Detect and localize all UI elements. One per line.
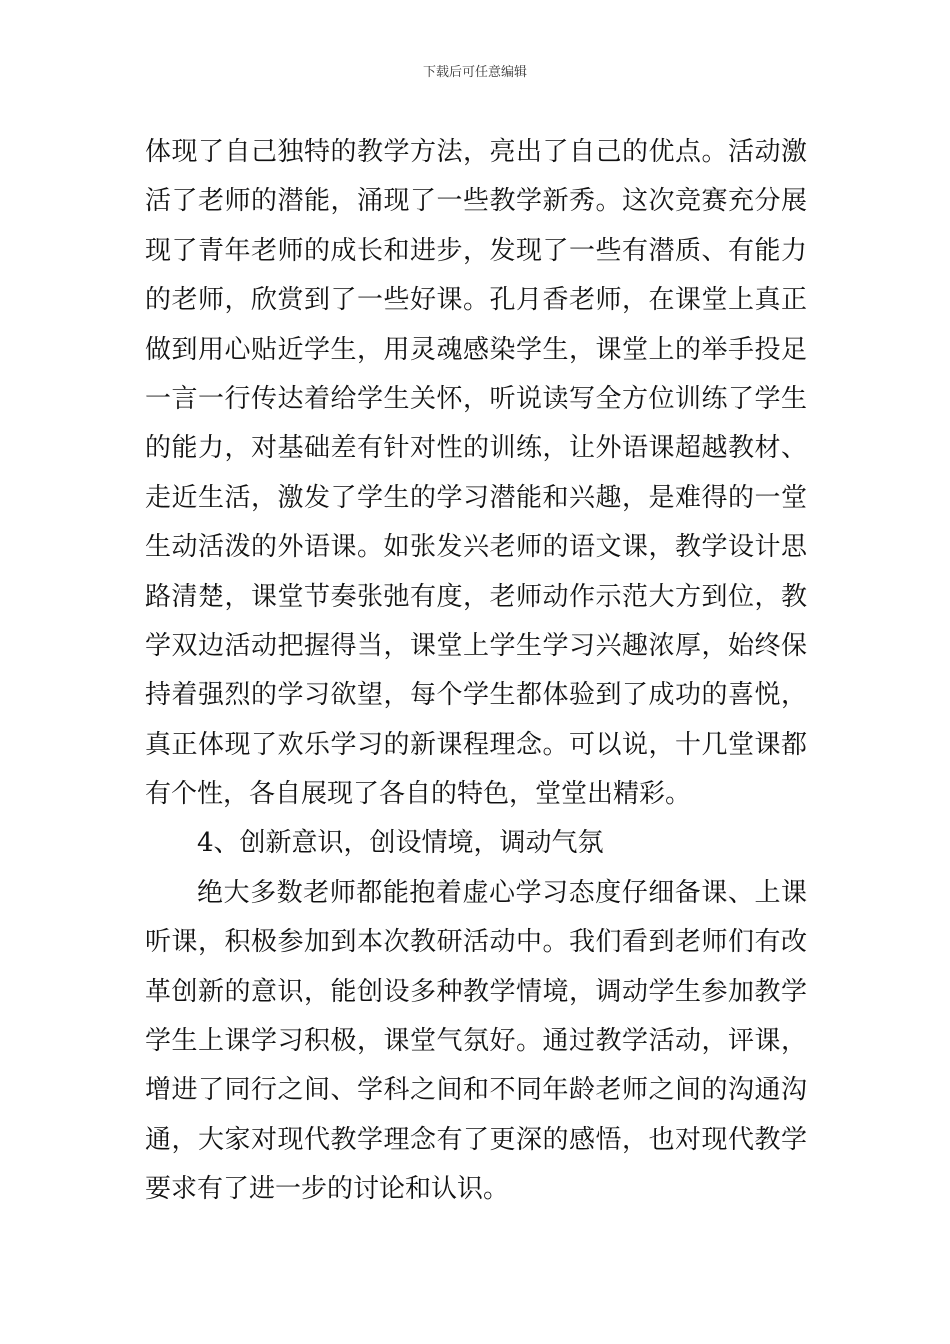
document-body [145,128,807,1215]
text-line: 生动活泼的外语课。如张发兴老师的语文课，教学设计思 [145,532,807,563]
text-line: 通，大家对现代教学理念有了更深的感悟，也对现代教学 [145,1124,807,1155]
paragraph [145,128,807,819]
text-line: 走近生活，激发了学生的学习潜能和兴趣，是难得的一堂 [145,482,807,513]
text-line: 有个性，各自展现了各自的特色，堂堂出精彩。 [145,779,692,810]
text-line: 做到用心贴近学生，用灵魂感染学生，课堂上的举手投足 [145,334,807,365]
text-line: 真正体现了欢乐学习的新课程理念。可以说，十几堂课都 [145,729,807,760]
text-line: 增进了同行之间、学科之间和不同年龄老师之间的沟通沟 [145,1075,807,1106]
text-line: 革创新的意识，能创设多种教学情境，调动学生参加教学 [145,976,807,1007]
text-line: 4、创新意识，创设情境，调动气氛 [197,828,604,859]
text-line: 体现了自己独特的教学方法，亮出了自己的优点。活动激 [145,137,807,167]
text-line: 一言一行传达着给学生关怀，听说读写全方位训练了学生 [145,383,807,414]
text-line: 路清楚，课堂节奏张弛有度，老师动作示范大方到位，教 [145,581,807,612]
paragraph [145,869,807,1215]
text-line: 学生上课学习积极，课堂气氛好。通过教学活动，评课， [145,1026,807,1057]
section-heading [145,819,807,868]
text-line: 的老师，欣赏到了一些好课。孔月香老师，在课堂上真正 [145,285,807,316]
text-line: 学双边活动把握得当，课堂上学生学习兴趣浓厚，始终保 [145,630,807,661]
text-line: 活了老师的潜能，涌现了一些教学新秀。这次竞赛充分展 [145,186,807,217]
text-line: 要求有了进一步的讨论和认识。 [145,1174,510,1205]
page-header: 下载后可任意编辑 [422,65,527,80]
text-line: 持着强烈的学习欲望，每个学生都体验到了成功的喜悦， [145,680,807,711]
text-line: 现了青年老师的成长和进步，发现了一些有潜质、有能力 [145,235,807,266]
text-line: 的能力，对基础差有针对性的训练，让外语课超越教材、 [145,433,807,464]
text-line: 绝大多数老师都能抱着虚心学习态度仔细备课、上课 [197,877,807,908]
text-line: 听课，积极参加到本次教研活动中。我们看到老师们有改 [145,927,807,958]
